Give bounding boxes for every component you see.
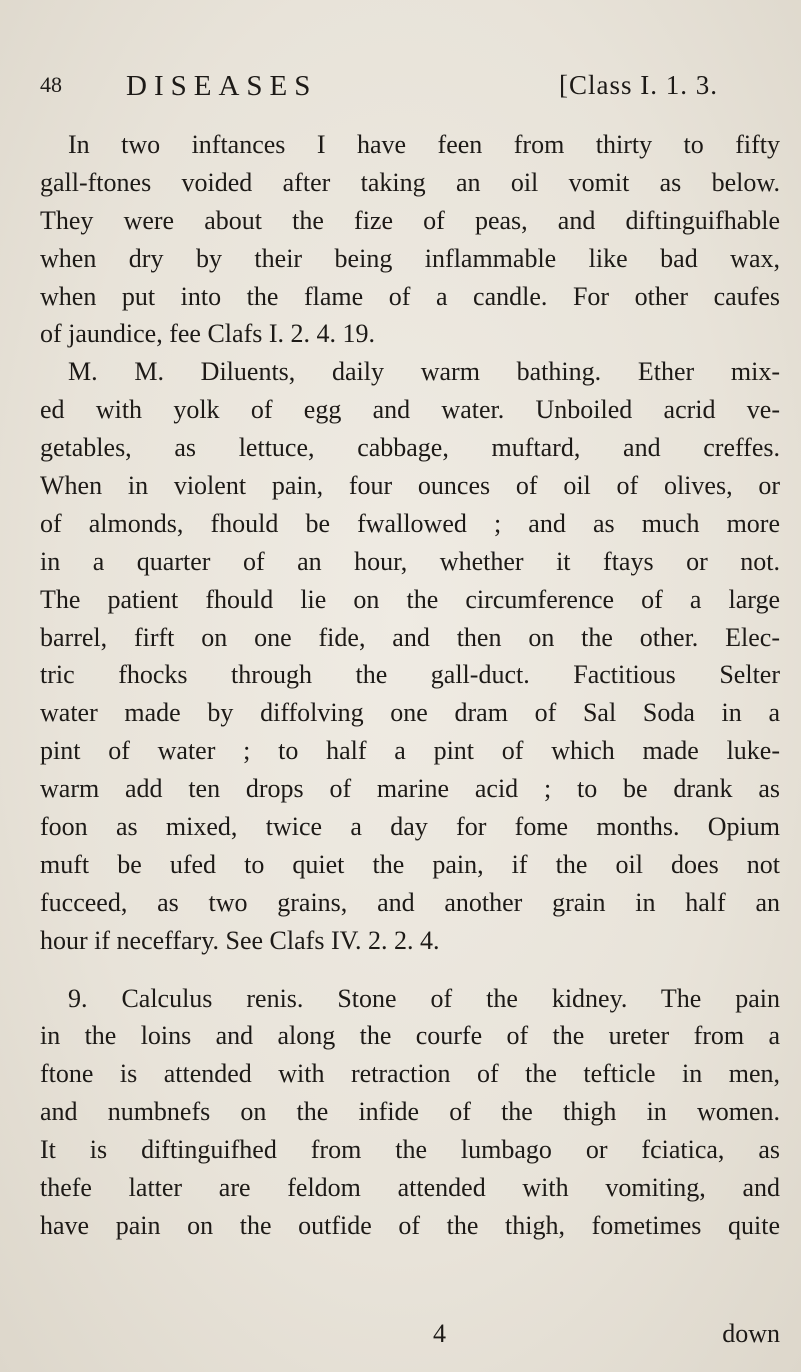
text-line: have pain on the outfide of the thigh, fometimes quite [40,1210,780,1240]
text-line: barrel, firft on one fide, and then on the other. Elec- [40,622,780,652]
text-line: fucceed, as two grains, and another grain in half an [40,887,780,917]
text-line: and numbnefs on the infide of the thigh in women. [40,1097,780,1127]
text-line: The patient fhould lie on the circumference of a large [40,584,780,614]
text-line: of almonds, fhould be fwallowed ; and as much more [40,508,780,538]
text-line: 9. Calculus renis. Stone of the kidney. The pain [68,983,780,1013]
page-footer [40,1319,780,1355]
text-line: in the loins and along the courfe of the ureter from a [40,1021,780,1051]
text-line: They were about the fize of peas, and diftinguifhable [40,205,780,235]
text-line: In two inftances I have feen from thirty to fifty [68,130,780,159]
text-line: when dry by their being inflammable like bad wax, [40,243,780,273]
page-number: 48 [40,72,62,97]
text-line: ed with yolk of egg and water. Unboiled acrid ve- [40,395,780,425]
text-line: in a quarter of an hour, whether it ftays or not. [40,546,780,576]
class-reference: [Class I. 1. 3. [559,70,718,100]
text-line: ftone is attended with retraction of the tefticle in men, [40,1059,780,1089]
text-line: when put into the flame of a candle. For other caufes [40,281,780,311]
page-header [40,70,770,106]
text-line: foon as mixed, twice a day for fome months. Opium [40,812,780,842]
text-line: M. M. Diluents, daily warm bathing. Ether mix- [68,357,780,387]
catchword: down [722,1319,780,1348]
text-line: It is diftinguifhed from the lumbago or fciatica, as [40,1135,780,1165]
text-line: warm add ten drops of marine acid ; to be drank as [40,774,780,804]
text-line: When in violent pain, four ounces of oil of olives, or [40,471,780,501]
body-text [40,126,780,1245]
text-line: muft be ufed to quiet the pain, if the oil does not [40,849,780,879]
running-head: DISEASES [126,70,318,102]
text-line: tric fhocks through the gall-duct. Factitious Selter [40,660,780,690]
text-line: pint of water ; to half a pint of which made luke- [40,736,780,766]
text-line: getables, as lettuce, cabbage, muftard, and creffes. [40,433,780,463]
text-line: gall-ftones voided after taking an oil vomit as below. [40,167,780,197]
text-line: hour if neceffary. See Clafs IV. 2. 2. 4. [40,925,440,955]
text-line: of jaundice, fee Clafs I. 2. 4. 19. [40,319,376,349]
signature-mark: 4 [433,1319,446,1348]
text-line: thefe latter are feldom attended with vomiting, and [40,1173,780,1203]
text-line: water made by diffolving one dram of Sal Soda in a [40,698,780,728]
